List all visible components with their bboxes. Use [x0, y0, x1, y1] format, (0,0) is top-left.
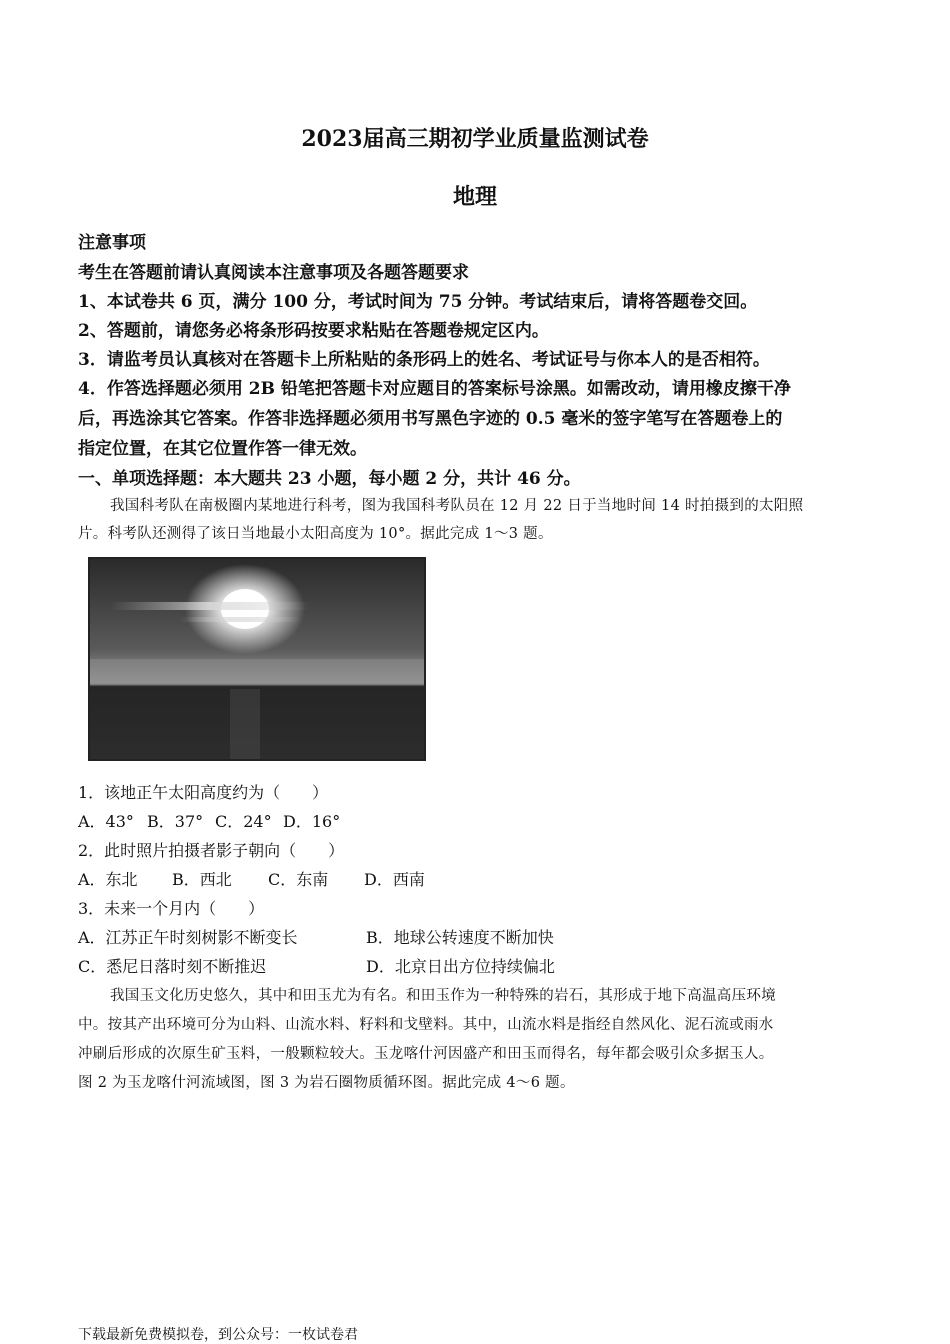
sun-photo: [88, 557, 426, 761]
section-heading: 一、单项选择题：本大题共 23 小题，每小题 2 分，共计 46 分。: [78, 469, 581, 489]
exam-title: 2023届高三期初学业质量监测试卷: [301, 126, 649, 152]
q3-stem: 3．未来一个月内（ ）: [78, 899, 265, 918]
q1-option-c: C．24°: [215, 812, 272, 831]
q3-option-b: B．地球公转速度不断加快: [366, 928, 554, 947]
notice-intro: 考生在答题前请认真阅读本注意事项及各题答题要求: [78, 263, 469, 283]
stem2-line-1: 我国玉文化历史悠久，其中和田玉尤为有名。和田玉作为一种特殊的岩石，其形成于地下高温高压环境: [110, 988, 776, 1004]
notice-item-3: 3．请监考员认真核对在答题卡上所粘贴的条形码上的姓名、考试证号与你本人的是否相符。: [78, 350, 770, 370]
notice-item-4-end: 指定位置，在其它位置作答一律无效。: [78, 439, 367, 459]
q1-option-a: A．43°: [78, 812, 134, 831]
notice-item-2: 2、答题前，请您务必将条形码按要求粘贴在答题卷规定区内。: [78, 321, 549, 341]
q2-stem: 2．此时照片拍摄者影子朝向（ ）: [78, 841, 345, 860]
q2-option-b: B．西北: [172, 870, 232, 889]
q3-option-c: C．悉尼日落时刻不断推迟: [78, 957, 267, 976]
stem2-line-4: 图 2 为玉龙喀什河流域图，图 3 为岩石圈物质循环图。据此完成 4～6 题。: [78, 1075, 575, 1091]
notice-item-1: 1、本试卷共 6 页，满分 100 分，考试时间为 75 分钟。考试结束后，请将答题卷交回。: [78, 292, 758, 312]
stem1-line-1: 我国科考队在南极圈内某地进行科考，图为我国科考队员在 12 月 22 日于当地时间 14 时拍摄到的太阳照: [110, 498, 804, 514]
q1-stem: 1．该地正午太阳高度约为（ ）: [78, 783, 329, 802]
q3-option-d: D．北京日出方位持续偏北: [366, 957, 555, 976]
q1-option-b: B．37°: [147, 812, 204, 831]
stem2-line-2: 中。按其产出环境可分为山料、山流水料、籽料和戈壁料。其中，山流水料是指经自然风化、泥石流或雨水: [78, 1017, 774, 1033]
q2-option-a: A．东北: [78, 870, 138, 889]
footer-note: 下载最新免费模拟卷，到公众号：一枚试卷君: [78, 1327, 358, 1343]
notice-item-4-cont: 后，再选涂其它答案。作答非选择题必须用书写黑色字迹的 0.5 毫米的签字笔写在答题卷上的: [78, 409, 783, 429]
sun-photo-image: [90, 559, 424, 759]
q1-option-d: D．16°: [283, 812, 341, 831]
q2-option-d: D．西南: [364, 870, 425, 889]
subject-title: 地理: [452, 184, 497, 210]
q2-option-c: C．东南: [268, 870, 329, 889]
stem2-line-3: 冲刷后形成的次原生矿玉料，一般颗粒较大。玉龙喀什河因盛产和田玉而得名，每年都会吸引众多据玉人。: [78, 1046, 774, 1062]
q3-option-a: A．江苏正午时刻树影不断变长: [78, 928, 298, 947]
stem1-line-2: 片。科考队还测得了该日当地最小太阳高度为 10°。据此完成 1～3 题。: [78, 526, 553, 542]
notice-heading: 注意事项: [78, 233, 146, 253]
notice-item-4: 4．作答选择题必须用 2B 铅笔把答题卡对应题目的答案标号涂黑。如需改动，请用橡皮擦干净: [78, 379, 791, 399]
